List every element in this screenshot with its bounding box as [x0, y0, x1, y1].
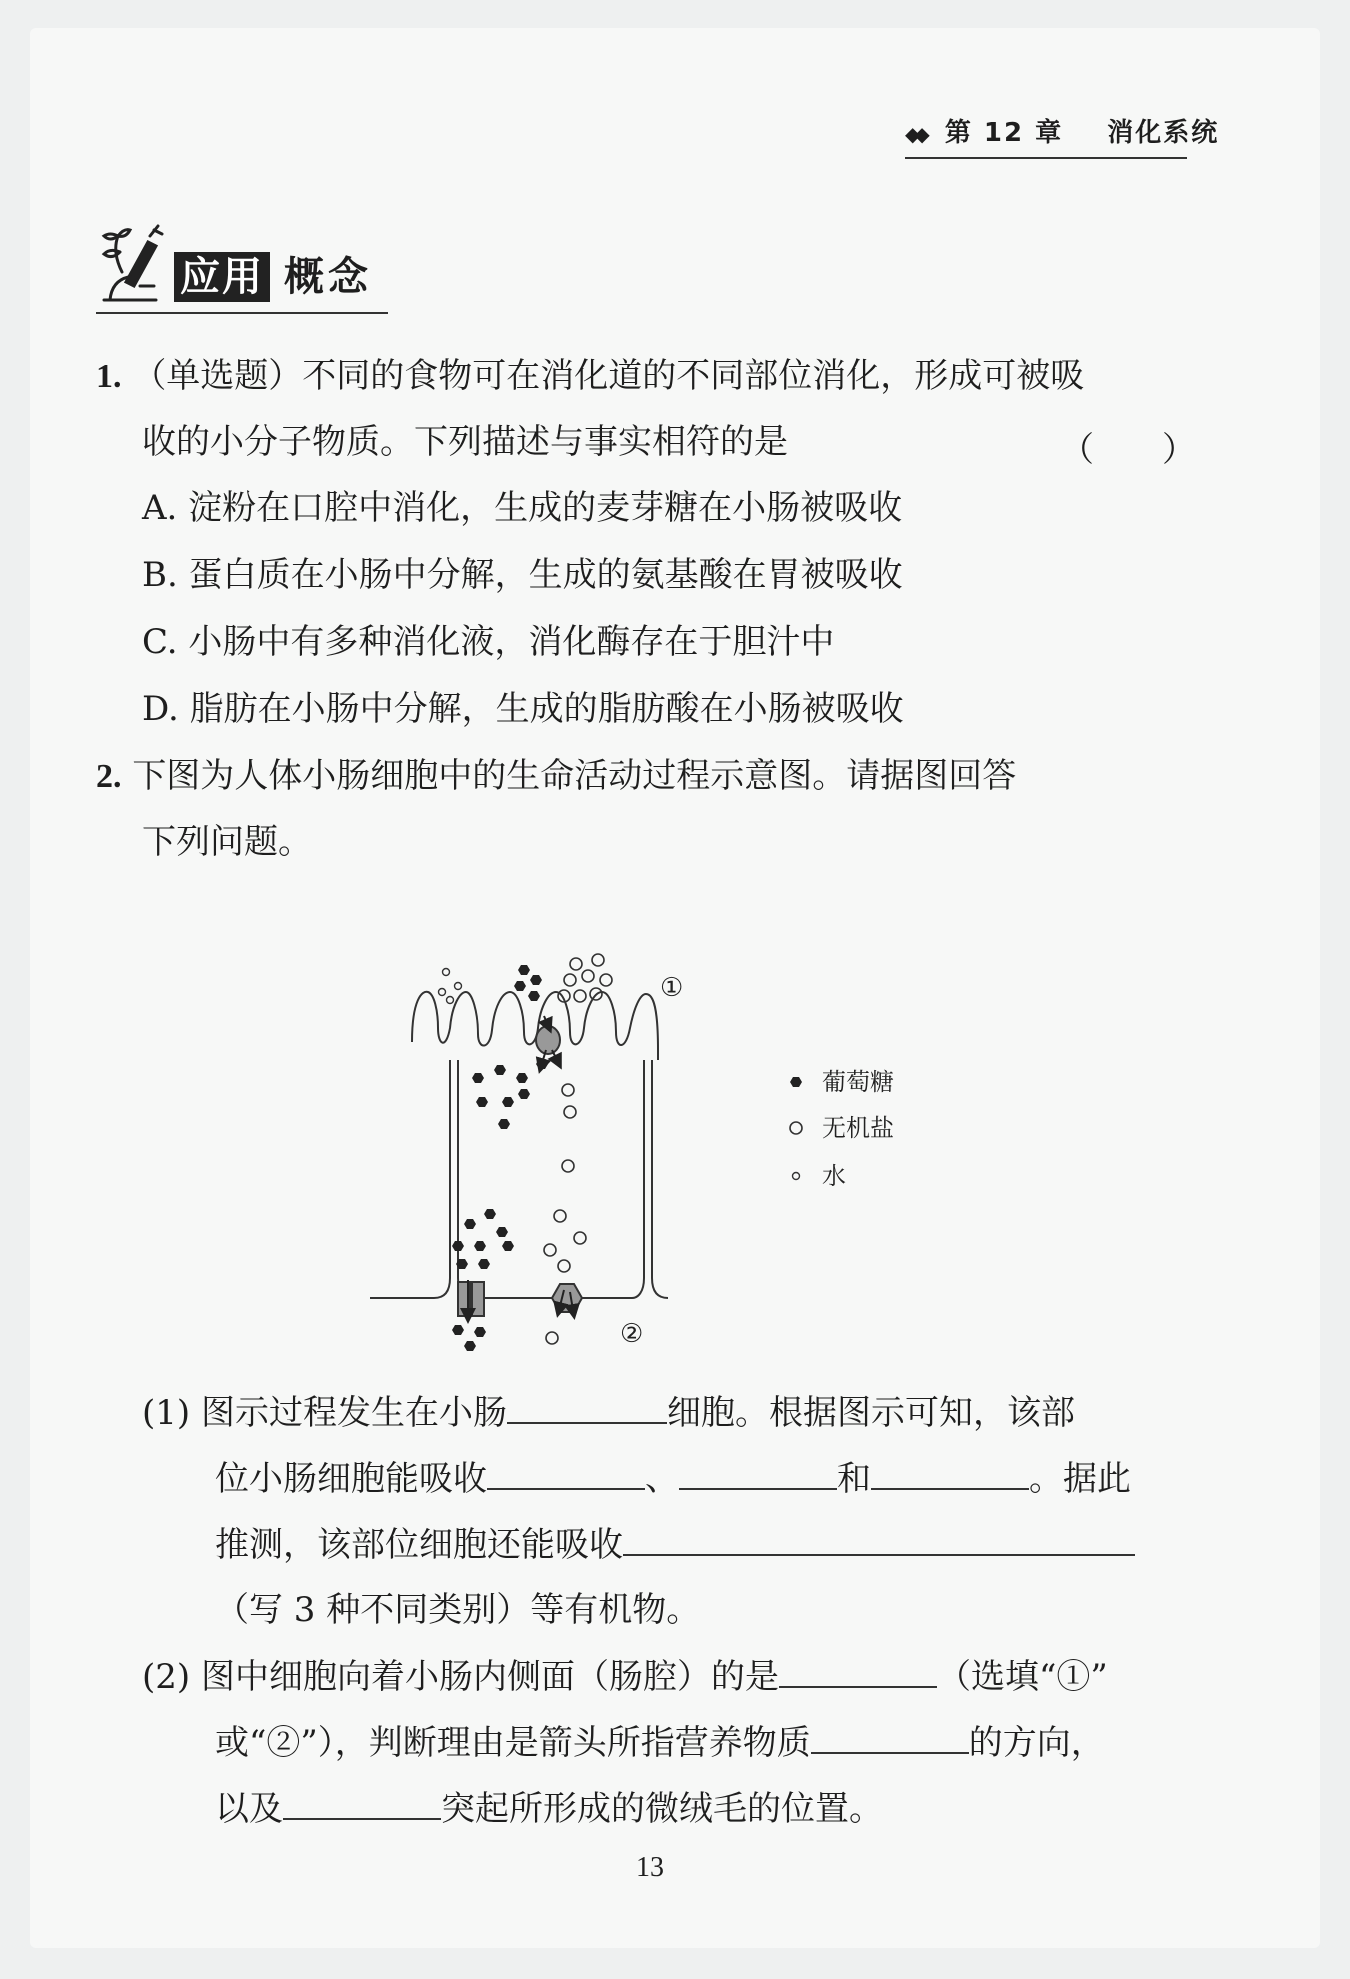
- basal-carrier: [552, 1284, 582, 1312]
- sub2-blank-direction[interactable]: [811, 1722, 969, 1754]
- sub1-blank-absorb-1[interactable]: [487, 1458, 645, 1490]
- chapter-header: [905, 112, 1220, 159]
- chapter-title: 消化系统: [1107, 118, 1220, 148]
- q2-sub2-line3: [215, 1788, 883, 1829]
- q1-option-d[interactable]: D. 脂肪在小肠中分解，生成的脂肪酸在小肠被吸收: [142, 689, 904, 729]
- sub1-text-2c: 和: [837, 1459, 871, 1499]
- sub2-text-3a: 以及: [215, 1789, 283, 1829]
- q2-sub1-line3: [215, 1524, 1135, 1565]
- microscope-plant-icon: [96, 222, 176, 308]
- transport-arrows: [468, 1016, 574, 1320]
- legend-glucose-label: 葡萄糖: [822, 1068, 894, 1096]
- intestinal-cell-diagram: [360, 900, 960, 1360]
- sub1-text-2a: 位小肠细胞能吸收: [215, 1459, 487, 1499]
- marker-bottom: ②: [620, 1319, 644, 1349]
- sub2-blank-structure[interactable]: [283, 1788, 441, 1820]
- section-title-rest: 概念: [284, 254, 372, 300]
- q2-number: 2.: [96, 758, 122, 795]
- legend-salt-symbol: [790, 1122, 802, 1134]
- q1-option-c[interactable]: C. 小肠中有多种消化液，消化酶存在于胆汁中: [142, 622, 835, 662]
- sub1-label: (1): [142, 1393, 191, 1433]
- q1-stem-line1: （单选题）不同的食物可在消化道的不同部位消化，形成可被吸: [132, 356, 1085, 396]
- sub2-blank-side[interactable]: [779, 1656, 937, 1688]
- sub1-blank-organics[interactable]: [623, 1524, 1135, 1556]
- q1-option-b[interactable]: B. 蛋白质在小肠中分解，生成的氨基酸在胃被吸收: [142, 555, 903, 595]
- marker-top: ①: [660, 973, 684, 1003]
- sub1-text-2d: 。据此: [1029, 1459, 1131, 1499]
- legend-water-symbol: [793, 1173, 800, 1180]
- sub1-blank-location[interactable]: [507, 1392, 667, 1424]
- q1-line1: [96, 356, 1084, 397]
- q2-sub2-line1: [142, 1656, 1108, 1697]
- diamond-icon: ◆◆: [905, 122, 924, 146]
- basal-channel: [458, 1282, 484, 1316]
- sub1-text-3a: 推测，该部位细胞还能吸收: [215, 1525, 623, 1565]
- legend: [790, 1068, 894, 1190]
- sub2-label: (2): [142, 1657, 191, 1697]
- cell-outline: [370, 992, 668, 1298]
- sub1-text-2b: 、: [645, 1459, 679, 1499]
- q2-sub2-line2: [215, 1722, 1105, 1763]
- page-number: 13: [620, 1852, 680, 1884]
- legend-salt-label: 无机盐: [822, 1114, 894, 1142]
- q1-answer-paren[interactable]: （ ）: [1060, 430, 1196, 470]
- legend-glucose-symbol: [790, 1077, 802, 1087]
- apical-transporter: [536, 1026, 560, 1054]
- sub2-text-1b: （选填“①”: [936, 1657, 1108, 1697]
- section-underline: [96, 312, 388, 314]
- q2-sub1-line2: [215, 1458, 1131, 1499]
- section-title-highlight: 应用: [174, 252, 270, 302]
- q1-option-a[interactable]: A. 淀粉在口腔中消化，生成的麦芽糖在小肠被吸收: [142, 488, 903, 528]
- sub1-blank-absorb-3[interactable]: [871, 1458, 1029, 1490]
- inorganic-salt-particles: [544, 954, 612, 1344]
- q2-stem-line2: 下列问题。: [142, 822, 312, 862]
- sub2-text-3b: 突起所形成的微绒毛的位置。: [441, 1789, 883, 1829]
- sub2-text-2a: 或“②”），判断理由是箭头所指营养物质: [215, 1723, 811, 1763]
- legend-water-label: 水: [822, 1162, 846, 1190]
- sub1-text-1a: 图示过程发生在小肠: [200, 1393, 507, 1433]
- sub1-text-1b: 细胞。根据图示可知，该部: [666, 1393, 1075, 1433]
- q1-stem-line2: 收的小分子物质。下列描述与事实相符的是: [142, 422, 788, 462]
- q2-stem-line1: 下图为人体小肠细胞中的生命活动过程示意图。请据图回答: [132, 756, 1017, 796]
- sub2-text-2b: 的方向，: [968, 1723, 1105, 1763]
- section-title: [96, 222, 388, 314]
- chapter-number: 第 12 章: [944, 118, 1064, 148]
- sub1-blank-absorb-2[interactable]: [679, 1458, 837, 1490]
- q2-line1: [96, 756, 1016, 797]
- q2-sub1-line4: （写 3 种不同类别）等有机物。: [215, 1590, 701, 1630]
- sub2-text-1a: 图中细胞向着小肠内侧面（肠腔）的是: [200, 1657, 779, 1697]
- q2-sub1-line1: [142, 1392, 1075, 1433]
- q1-number: 1.: [96, 358, 122, 395]
